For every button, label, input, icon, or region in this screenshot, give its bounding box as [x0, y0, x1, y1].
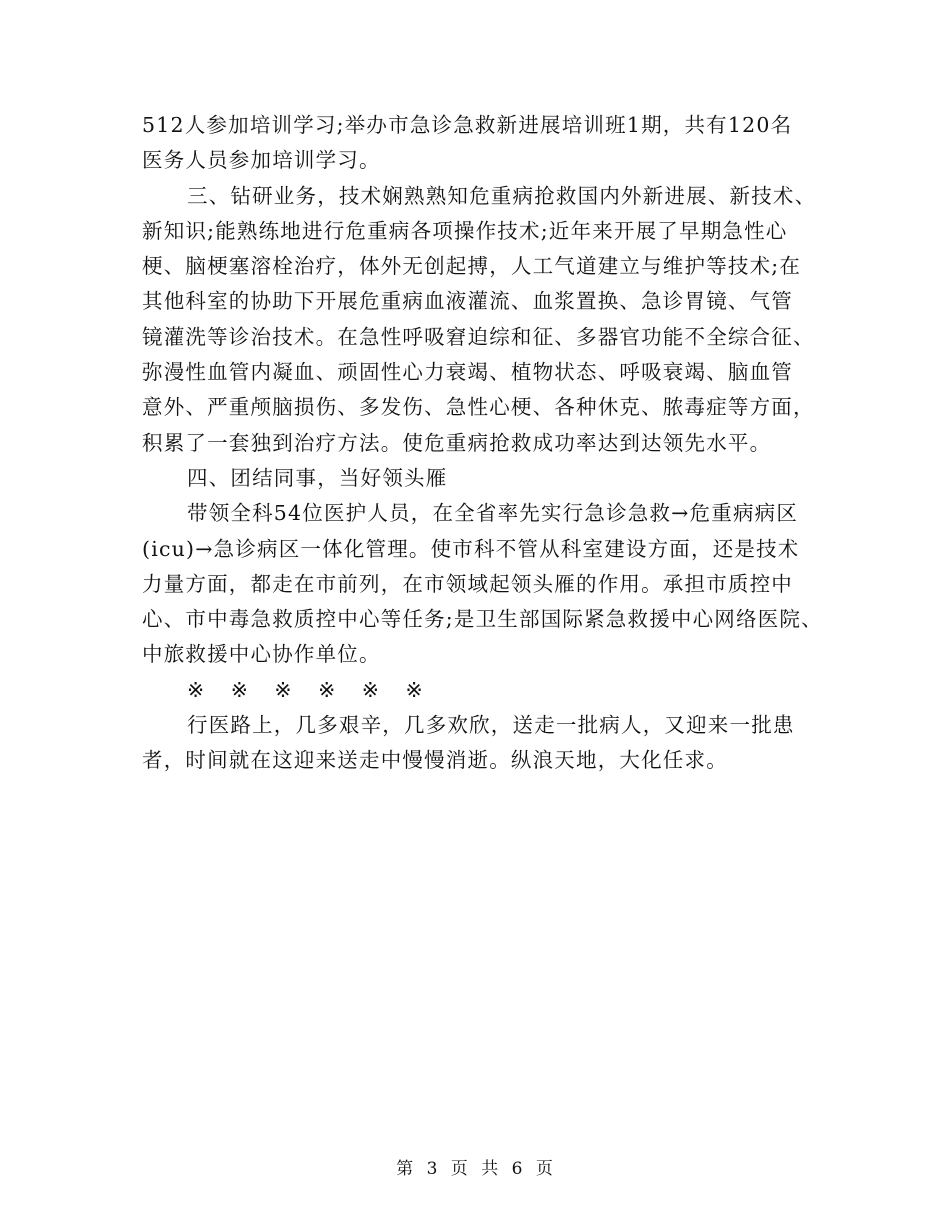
text-line: 意外、严重颅脑损伤、多发伤、急性心梗、各种休克、脓毒症等方面， [142, 395, 815, 420]
text-line: 弥漫性血管内凝血、顽固性心力衰竭、植物状态、呼吸衰竭、脑血管 [142, 360, 793, 385]
text-line: 四、团结同事，当好领头雁 [187, 465, 448, 490]
text-line: 中旅救援中心协作单位。 [142, 642, 381, 667]
text-line: 其他科室的协助下开展危重病血液灌流、血浆置换、急诊胃镜、气管 [142, 289, 793, 314]
text-line: 512人参加培训学习;举办市急诊急救新进展培训班1期，共有120名 [142, 113, 793, 137]
section-separator: ※ ※ ※ ※ ※ ※ [187, 677, 433, 702]
text-line: 带领全科54位医护人员，在全省率先实行急诊急救→危重病病区 [187, 501, 799, 526]
text-line: 新知识;能熟练地进行危重病各项操作技术;近年来开展了早期急性心 [142, 218, 788, 243]
text-line: (icu)→急诊病区一体化管理。使市科不管从科室建设方面，还是技术 [142, 536, 800, 561]
text-line: 积累了一套独到治疗方法。使危重病抢救成功率达到达领先水平。 [142, 430, 772, 455]
text-line: 行医路上，几多艰辛，几多欢欣，送走一批病人，又迎来一批患 [187, 713, 795, 738]
text-line: 者，时间就在这迎来送走中慢慢消逝。纵浪天地，大化任求。 [142, 748, 728, 773]
text-line: 镜灌洗等诊治技术。在急性呼吸窘迫综和征、多器官功能不全综合征、 [142, 324, 815, 349]
text-line: 心、市中毒急救质控中心等任务;是卫生部国际紧急救援中心网络医院、 [142, 607, 823, 632]
text-line: 梗、脑梗塞溶栓治疗，体外无创起搏，人工气道建立与维护等技术;在 [142, 254, 802, 279]
text-line: 力量方面，都走在市前列，在市领域起领头雁的作用。承担市质控中 [142, 571, 793, 596]
document-body [142, 108, 823, 779]
page-number: 第 3 页 共 6 页 [396, 1159, 554, 1179]
text-line: 三、钻研业务，技术娴熟熟知危重病抢救国内外新进展、新技术、 [187, 183, 817, 208]
text-line: 医务人员参加培训学习。 [142, 148, 381, 173]
